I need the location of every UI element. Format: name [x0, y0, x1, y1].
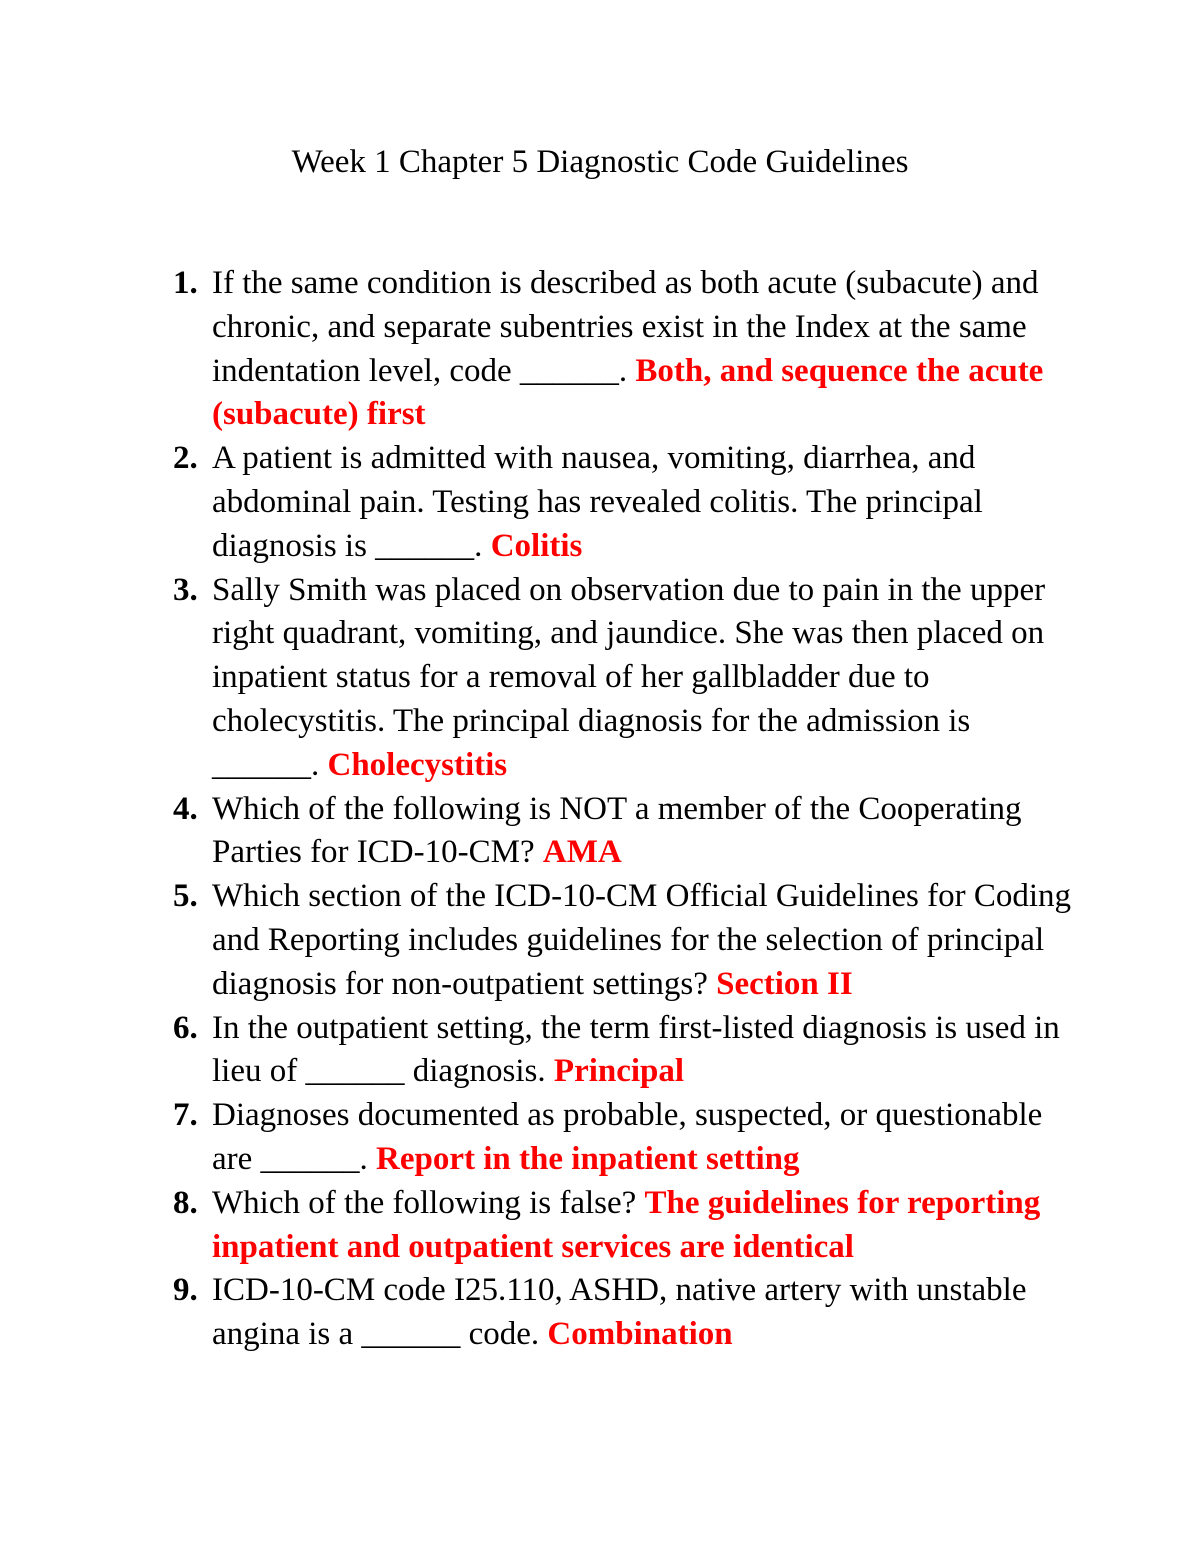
question-number: 9.: [173, 1272, 198, 1309]
question-text: Which of the following is false?: [212, 1184, 637, 1221]
question-number: 8.: [173, 1184, 198, 1221]
question-text: If the same condition is described as both acute (subacute) and chronic, and separate subentries exist in the Index at the same indentation level, code ______.: [212, 265, 1039, 389]
question-number: 6.: [173, 1009, 198, 1046]
question-item-1: [173, 262, 1073, 437]
question-item-3: [173, 569, 1073, 788]
question-number: 2.: [173, 440, 198, 477]
answer-text: Combination: [547, 1316, 733, 1353]
answer-text: Section II: [716, 965, 853, 1002]
question-text: Which section of the ICD-10-CM Official Guidelines for Coding and Reporting includes guidelines for the selection of principal diagnosis for non-outpatient settings?: [212, 878, 1072, 1002]
question-item-9: [173, 1269, 1073, 1357]
answer-text: AMA: [542, 834, 622, 871]
answer-text: Colitis: [490, 527, 583, 564]
question-number: 5.: [173, 878, 198, 915]
question-item-4: [173, 788, 1073, 876]
question-item-5: [173, 875, 1073, 1006]
question-text: A patient is admitted with nausea, vomiting, diarrhea, and abdominal pain. Testing has revealed colitis. The principal diagnosis is ______.: [212, 440, 983, 564]
answer-text: The guidelines for reporting inpatient and outpatient services are identical: [212, 1184, 1041, 1265]
question-text: Sally Smith was placed on observation due to pain in the upper right quadrant, vomiting, and jaundice. She was then placed on inpatient status for a removal of her gallbladder due to cholecystitis. The principal diagnosis for the admission is ______.: [212, 571, 1046, 783]
question-item-6: [173, 1007, 1073, 1095]
question-text: Diagnoses documented as probable, suspected, or questionable are ______.: [212, 1097, 1043, 1177]
answer-text: Report in the inpatient setting: [376, 1140, 800, 1177]
question-number: 3.: [173, 571, 198, 608]
question-item-7: [173, 1094, 1073, 1182]
answer-text: Principal: [553, 1053, 685, 1090]
question-text: Which of the following is NOT a member of the Cooperating Parties for ICD-10-CM?: [212, 790, 1022, 871]
question-text: ICD-10-CM code I25.110, ASHD, native artery with unstable angina is a ______ code.: [212, 1272, 1027, 1353]
page-title: Week 1 Chapter 5 Diagnostic Code Guidelines: [291, 144, 909, 180]
question-number: 1.: [173, 265, 198, 301]
question-item-2: [173, 437, 1073, 568]
question-text: In the outpatient setting, the term first-listed diagnosis is used in lieu of ______ diagnosis.: [212, 1009, 1060, 1090]
question-item-8: [173, 1182, 1073, 1270]
answer-text: Both, and sequence the acute (subacute) first: [212, 352, 1044, 433]
question-number: 7.: [173, 1097, 198, 1134]
question-number: 4.: [173, 790, 198, 827]
answer-text: Cholecystitis: [327, 746, 508, 783]
question-list: [173, 262, 1073, 1357]
